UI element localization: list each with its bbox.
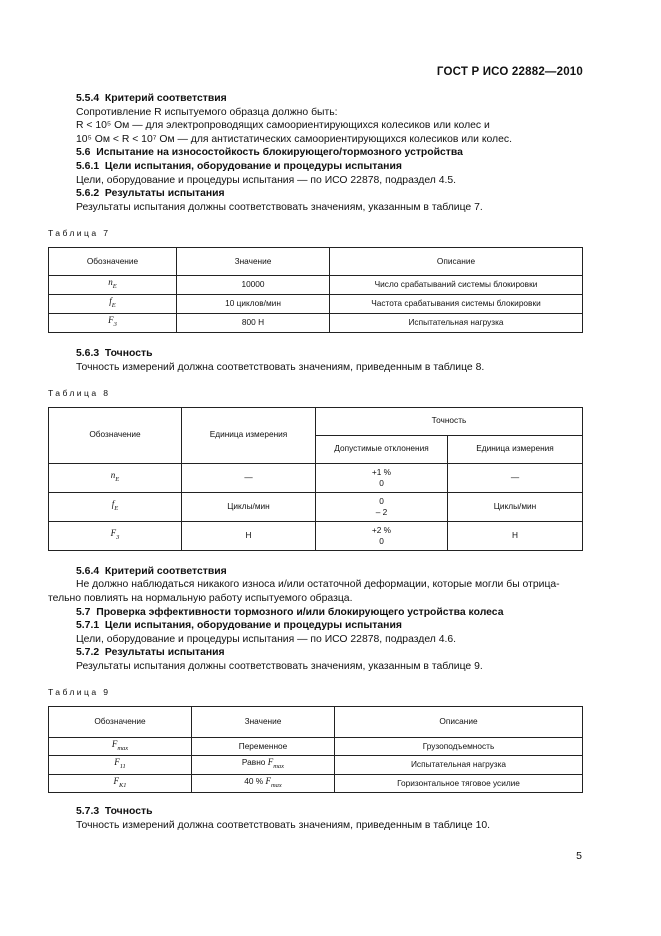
section-5-6-3-heading: 5.6.3 Точность [76, 347, 153, 359]
description-cell: Горизонтальное тяговое усилие [335, 774, 583, 792]
symbol-cell: $F_3$ [49, 521, 182, 550]
section-5-7-2-heading: 5.7.2 Результаты испытания [76, 647, 225, 659]
column-header: Допустимые отклонения [316, 435, 448, 463]
description-cell: Грузоподъемность [335, 738, 583, 756]
table-7-caption: Таблица 7 [48, 228, 111, 239]
value-cell: 800 Н [177, 313, 330, 332]
symbol-cell: $F_{11}$ [49, 756, 192, 774]
table-row [49, 738, 583, 756]
deviation-cell: +2 % 0 [316, 521, 448, 550]
section-5-7-3-heading: 5.7.3 Точность [76, 806, 153, 818]
paragraph: Результаты испытания должны соответствовать значениям, указанным в таблице 7. [76, 201, 483, 213]
table-row [49, 313, 583, 332]
column-header: Обозначение [49, 707, 192, 738]
section-5-6-1-heading: 5.6.1 Цели испытания, оборудование и процедуры испытания [76, 160, 402, 172]
paragraph: Точность измерений должна соответствовать значениям, приведенным в таблице 10. [76, 819, 491, 831]
paragraph: тельно повлиять на нормальную работу испытуемого образца. [48, 592, 353, 604]
table-row [49, 492, 583, 521]
value-cell: 10000 [177, 275, 330, 294]
paragraph: Точность измерений должна соответствовать значениям, приведенным в таблице 8. [76, 361, 485, 373]
column-header: Обозначение [49, 247, 177, 275]
table-row [49, 521, 583, 550]
symbol-cell: $f_E$ [49, 294, 177, 313]
paragraph: Сопротивление R испытуемого образца должно быть: [76, 106, 338, 118]
paragraph: Результаты испытания должны соответствовать значениям, указанным в таблице 9. [76, 660, 483, 672]
symbol-cell: $n_E$ [49, 463, 182, 492]
description-cell: Испытательная нагрузка [335, 756, 583, 774]
column-header: Описание [330, 247, 583, 275]
table-row [49, 275, 583, 294]
value-cell: Равно $F_{max}$ [192, 756, 335, 774]
symbol-cell: $F_{K1}$ [49, 774, 192, 792]
document-header: ГОСТ Р ИСО 22882—2010 [436, 66, 583, 78]
section-5-5-4-heading: 5.5.4 Критерий соответствия [76, 93, 227, 104]
column-header: Единица измерения [182, 407, 316, 463]
description-cell: Испытательная нагрузка [330, 313, 583, 332]
description-cell: Частота срабатывания системы блокировки [330, 294, 583, 313]
section-5-7-1-heading: 5.7.1 Цели испытания, оборудование и процедуры испытания [76, 620, 402, 632]
unit-cell: — [182, 463, 316, 492]
table-row [49, 294, 583, 313]
table-7 [48, 247, 583, 333]
deviation-cell: 0 – 2 [316, 492, 448, 521]
unit-cell: Циклы/мин [182, 492, 316, 521]
table-row [49, 774, 583, 792]
page-number: 5 [576, 850, 582, 862]
column-header: Обозначение [49, 407, 182, 463]
unit-cell: Циклы/мин [448, 492, 583, 521]
value-cell: 40 % $F_{max}$ [192, 774, 335, 792]
table-8 [48, 407, 583, 551]
unit-cell: Н [448, 521, 583, 550]
table-row [49, 463, 583, 492]
symbol-cell: $F_{max}$ [49, 738, 192, 756]
table-row [49, 756, 583, 774]
paragraph: 10⁵ Ом < R < 10⁷ Ом — для антистатических самоориентирующихся колесиков или колес. [76, 133, 512, 145]
paragraph: R < 10⁵ Ом — для электропроводящих самоориентирующихся колесиков или колес и [76, 120, 490, 132]
paragraph: Цели, оборудование и процедуры испытания — по ИСО 22878, подраздел 4.6. [76, 633, 457, 645]
column-header: Точность [316, 407, 583, 435]
section-5-7-heading: 5.7 Проверка эффективности тормозного и/или блокирующего устройства колеса [76, 606, 504, 618]
column-header: Значение [192, 707, 335, 738]
symbol-cell: $F_3$ [49, 313, 177, 332]
description-cell: Число срабатываний системы блокировки [330, 275, 583, 294]
document-body [48, 92, 583, 832]
table-9-caption: Таблица 9 [48, 687, 111, 698]
paragraph: Не должно наблюдаться никакого износа и/или остаточной деформации, которые могли бы отрица- [76, 579, 560, 591]
table-8-caption: Таблица 8 [48, 388, 111, 399]
column-header: Единица измерения [448, 435, 583, 463]
deviation-cell: +1 % 0 [316, 463, 448, 492]
table-9 [48, 706, 583, 793]
paragraph: Цели, оборудование и процедуры испытания — по ИСО 22878, подраздел 4.5. [76, 174, 457, 186]
value-cell: Переменное [192, 738, 335, 756]
symbol-cell: $n_E$ [49, 275, 177, 294]
section-5-6-2-heading: 5.6.2 Результаты испытания [76, 188, 225, 200]
column-header: Значение [177, 247, 330, 275]
column-header: Описание [335, 707, 583, 738]
section-5-6-heading: 5.6 Испытание на износостойкость блокирующего/тормозного устройства [76, 147, 463, 159]
symbol-cell: $f_E$ [49, 492, 182, 521]
unit-cell: — [448, 463, 583, 492]
value-cell: 10 циклов/мин [177, 294, 330, 313]
section-5-6-4-heading: 5.6.4 Критерий соответствия [76, 565, 227, 577]
unit-cell: Н [182, 521, 316, 550]
